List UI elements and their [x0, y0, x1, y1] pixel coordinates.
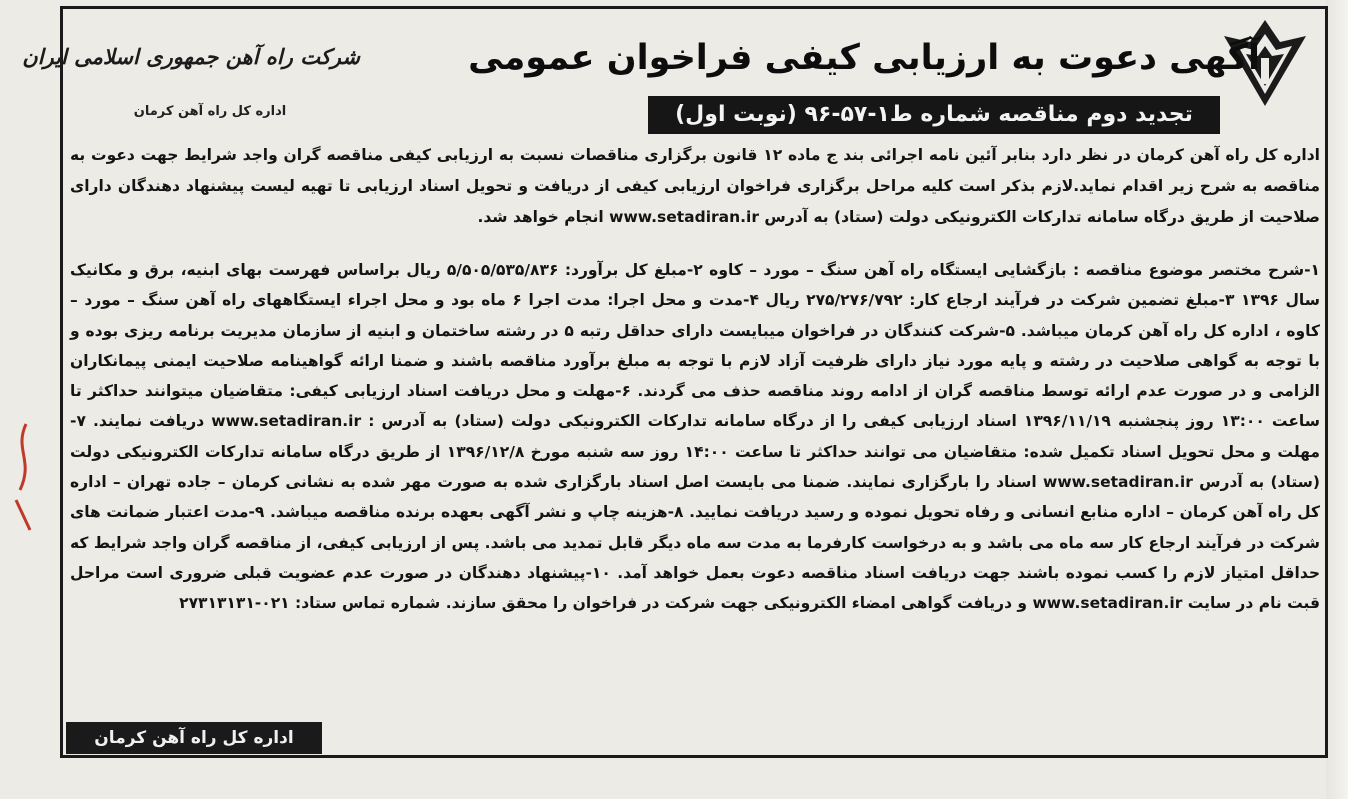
setad-link[interactable]: www.setadiran.ir [609, 208, 759, 226]
details-segment-2: دریافت نمایند. ۷-مهلت و محل تحویل اسناد تکمیل شده: متقاضیان می توانند حداکثر تا ساعت ۱۴:۰۰ روز سه شنبه مورخ ۱۳۹۶/۱۲/۸ از طریق درگاه سامانه تدارکات الکترونیکی دولت (ستاد) به آدرس [70, 412, 1321, 492]
tender-details-paragraph [70, 255, 1320, 619]
details-segment-1: ۱-شرح مختصر موضوع مناقصه : بازگشایی ایستگاه راه آهن سنگ – مورد – کاوه ۲-مبلغ کل برآورد: ۵/۵۰۵/۵۳۵/۸۳۶ ریال براساس فهرست بهای ابنیه، برق و مکانیک سال ۱۳۹۶ ۳-مبلغ تضمین شرکت در فرآیند ارجاع کار: ۲۷۵/۲۷۶/۷۹۲ ریال ۴-مدت و محل اجرا: مدت اجرا ۶ ماه بود و محل اجراء ایستگاههای راه آهن سنگ – مورد – کاوه ، اداره کل راه آهن کرمان میباشد. ۵-شرکت کنندگان در فراخوان میبایست دارای حداقل رتبه ۵ در رشته ساختمان و ابنیه از سازمان مدیریت برنامه ریزی بوده و با توجه به گواهی صلاحیت در رشته و پایه مورد نیاز دارای ظرفیت آزاد لازم با توجه به مبلغ برآورد مناقصه باشند و ضمنا ارائه گواهینامه صلاحیت ایمنی پیمانکاران الزامی و در صورت عدم ارائه توسط مناقصه گران از ادامه روند مناقصه حذف می گردند. ۶-مهلت و محل دریافت اسناد ارزیابی کیفی: متقاضیان میتوانند حداکثر تا ساعت ۱۳:۰۰ روز پنجشنبه ۱۳۹۶/۱۱/۱۹ اسناد ارزیابی کیفی را از درگاه سامانه تدارکات الکترونیکی دولت (ستاد) به آدرس : [70, 261, 1321, 431]
details-segment-4: و دریافت گواهی امضاء الکترونیکی جهت شرکت در فراخوان را محقق سازند. شماره تماس ستاد: ۰۲۱-۲۷۳۱۳۱۳۱ [179, 594, 1028, 613]
tender-number-banner: تجدید دوم مناقصه شماره ط۱-۵۷-۹۶ (نوبت اول) [648, 96, 1220, 134]
company-name: شرکت راه آهن جمهوری اسلامی ایران [22, 44, 360, 69]
scan-edge [1326, 0, 1348, 799]
intro-text-end: انجام خواهد شد. [477, 208, 604, 226]
setad-link[interactable]: www.setadiran.ir [1043, 473, 1193, 492]
intro-text: اداره کل راه آهن کرمان در نظر دارد بنابر آئین نامه اجرائی بند ج ماده ۱۲ قانون برگزاری مناقصات نسبت به ارزیابی کیفی مناقصه گران واجد شرایط جهت دعوت به مناقصه به شرح زیر اقدام نماید.لازم بذکر است کلیه مراحل برگزاری فراخوان ارزیابی کیفی از دریافت و تحویل اسناد ارزیابی تا تهیه لیست پیشنهاد دهندگان دارای صلاحیت از طریق درگاه سامانه تدارکات الکترونیکی دولت (ستاد) به آدرس [70, 146, 1320, 226]
issuer-tag: اداره کل راه آهن کرمان [66, 722, 322, 754]
page-title: آگهی دعوت به ارزیابی کیفی فراخوان عمومی [468, 38, 1260, 78]
setad-link[interactable]: www.setadiran.ir [211, 412, 362, 431]
setad-link[interactable]: www.setadiran.ir [1032, 594, 1183, 613]
details-segment-3: اسناد را بارگزاری نمایند. ضمنا می بایست اصل اسناد بارگزاری شده به صورت مهر شده به نشانی کرمان – جاده تهران – اداره کل راه آهن کرمان – اداره منابع انسانی و رفاه تحویل نموده و رسید دریافت نمایید. ۸-هزینه چاپ و نشر آگهی بعهده برنده مناقصه میباشد. ۹-مدت اعتبار ضمانت های شرکت در فرآیند ارجاع کار سه ماه می باشد و به درخواست کارفرما به مدت سه ماه دیگر قابل تمدید می باشد. پس از ارزیابی کیفی، از مناقصه گران واجد شرایط که حداقل امتیاز لازم را کسب نموده باشند جهت دریافت اسناد مناقصه دعوت بعمل خواهد آمد. ۱۰-پیشنهاد دهندگان در صورت عدم عضویت قبلی ضروری است مراحل قبت نام در سایت [70, 473, 1320, 613]
margin-marks [6, 420, 42, 560]
intro-paragraph [70, 140, 1320, 233]
company-subtitle: اداره کل راه آهن کرمان [133, 104, 287, 119]
